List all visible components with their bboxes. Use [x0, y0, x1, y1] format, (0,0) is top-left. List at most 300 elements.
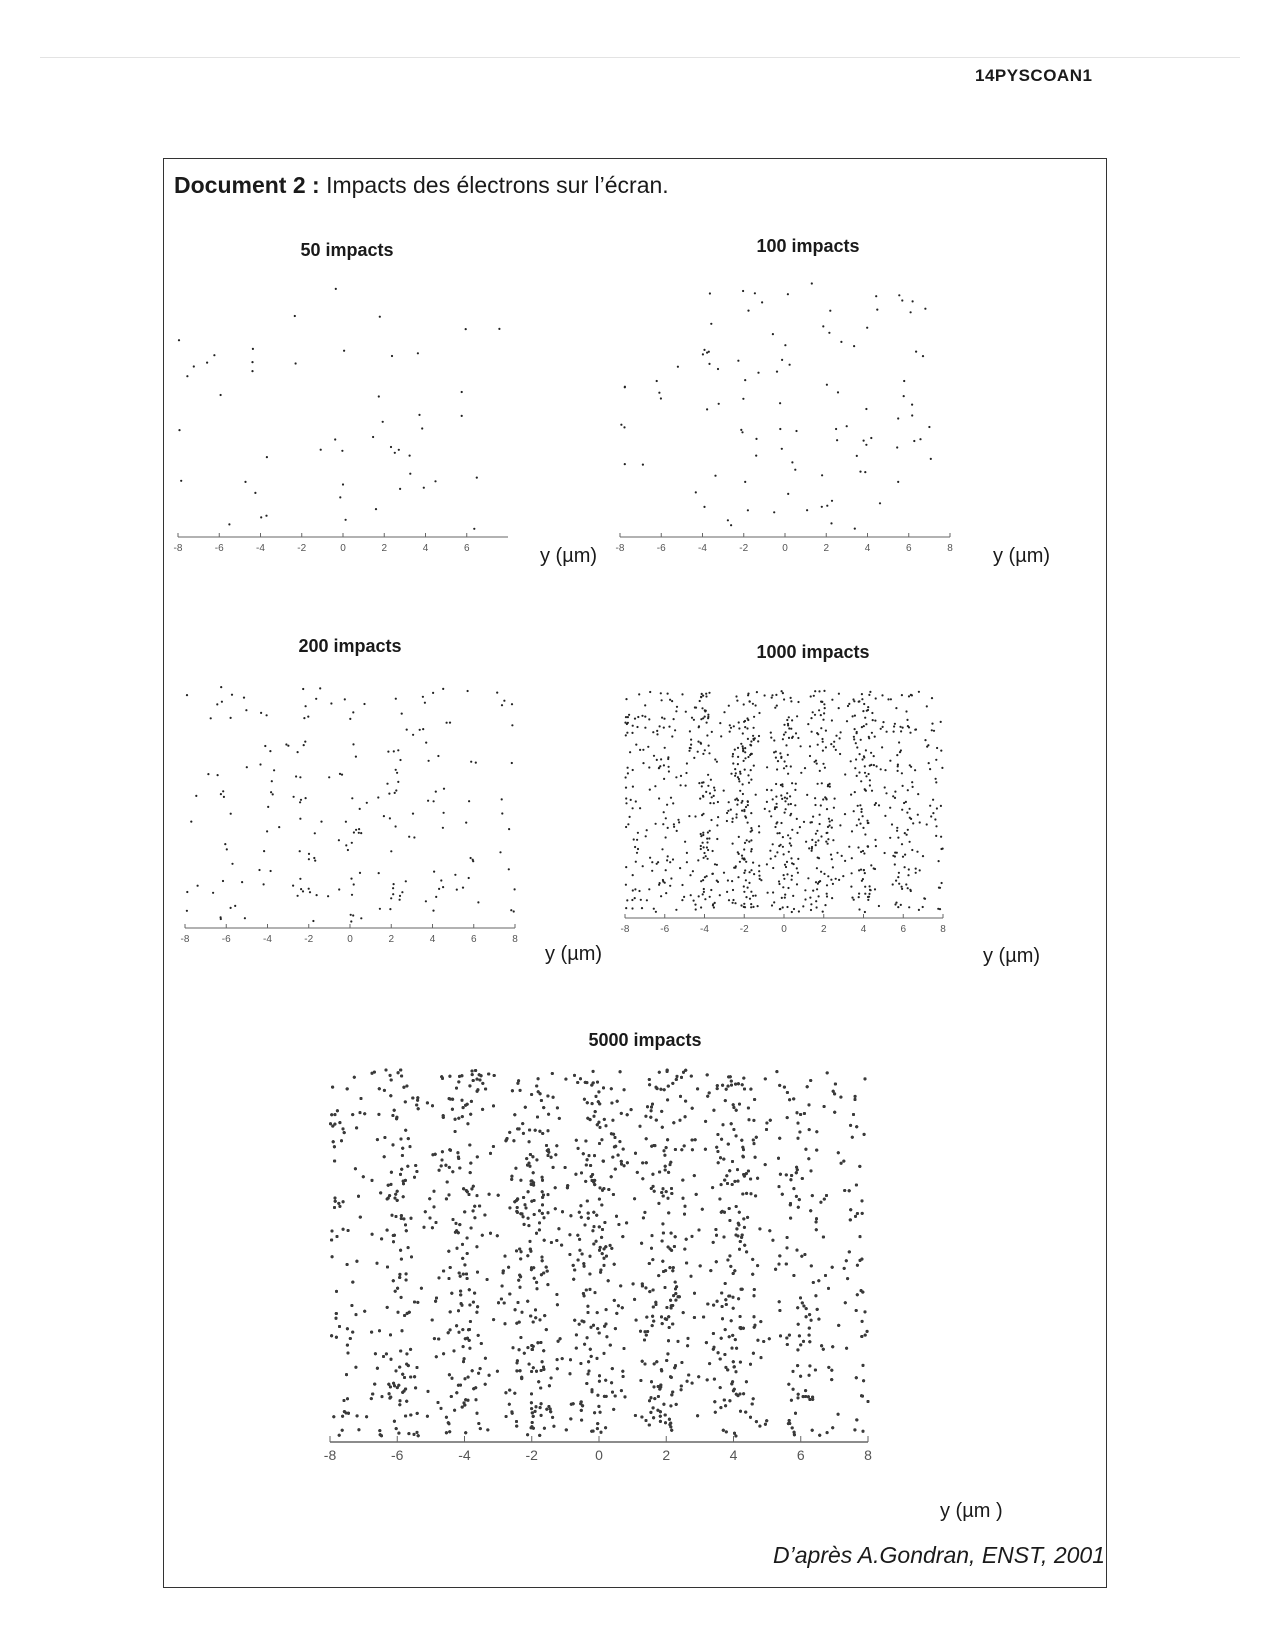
impact-dot: [742, 783, 744, 785]
impact-dot: [742, 747, 744, 749]
impact-dot: [353, 883, 355, 885]
impact-dot: [878, 905, 880, 907]
impact-dot: [929, 768, 931, 770]
impact-dot: [730, 773, 732, 775]
impact-dot: [784, 864, 786, 866]
impact-dot: [637, 848, 639, 850]
impact-dot: [872, 719, 874, 721]
impact-dot: [390, 850, 392, 852]
impact-dot: [630, 799, 632, 801]
impact-dot: [858, 701, 860, 703]
impact-dot: [254, 492, 256, 494]
impact-dot: [823, 712, 825, 714]
impact-dot: [811, 282, 813, 284]
impact-dot: [661, 717, 663, 719]
impact-dot: [766, 789, 768, 791]
impact-dot: [244, 917, 246, 919]
impact-dot: [681, 884, 683, 886]
impact-dots: [329, 1069, 870, 1438]
impact-dot: [245, 709, 247, 711]
impact-dot: [739, 790, 741, 792]
impact-dot: [745, 861, 747, 863]
impact-dot: [700, 833, 702, 835]
impact-dot: [861, 693, 863, 695]
impact-dot: [231, 694, 233, 696]
impact-dot: [782, 886, 784, 888]
impact-dot: [680, 775, 682, 777]
impact-dot: [705, 710, 707, 712]
impact-dot: [746, 839, 748, 841]
impact-dot: [826, 832, 828, 834]
impact-dot: [433, 871, 435, 873]
impact-dot: [207, 773, 209, 775]
impact-dot: [660, 397, 662, 399]
impact-dot: [750, 769, 752, 771]
impact-dot: [834, 798, 836, 800]
impact-dot: [744, 769, 746, 771]
impact-dot: [708, 745, 710, 747]
impact-dot: [853, 899, 855, 901]
impact-dot: [785, 744, 787, 746]
impact-dot: [922, 906, 924, 908]
impact-dot: [775, 757, 777, 759]
impact-dot: [742, 290, 744, 292]
impact-dot: [734, 749, 736, 751]
impact-dot: [706, 734, 708, 736]
impact-dot: [734, 768, 736, 770]
impact-dot: [660, 895, 662, 897]
impact-dot: [641, 715, 643, 717]
impact-dot: [730, 809, 732, 811]
impact-dot: [496, 692, 498, 694]
impact-dot: [822, 911, 824, 913]
impact-dot: [662, 879, 664, 881]
impact-dot: [308, 853, 310, 855]
impact-dot: [856, 775, 858, 777]
impact-dot: [869, 691, 871, 693]
impact-dots: [624, 690, 943, 913]
impact-dot: [244, 481, 246, 483]
x-tick-label: 2: [381, 543, 388, 554]
impact-dot: [835, 878, 837, 880]
impact-dot: [468, 877, 470, 879]
impact-dot: [881, 694, 883, 696]
impact-dot: [627, 716, 629, 718]
impact-dot: [833, 746, 835, 748]
impact-dot: [678, 821, 680, 823]
impact-dot: [424, 702, 426, 704]
x-tick-label: 4: [860, 924, 867, 935]
impact-dot: [308, 858, 310, 860]
impact-dot: [811, 848, 813, 850]
impact-dot: [375, 508, 377, 510]
impact-dot: [303, 717, 305, 719]
impact-dot: [779, 752, 781, 754]
impact-dot: [897, 417, 899, 419]
impact-dot: [443, 812, 445, 814]
impact-dot: [701, 814, 703, 816]
impact-dot: [776, 851, 778, 853]
impact-dot: [648, 888, 650, 890]
impact-dot: [936, 747, 938, 749]
impact-dot: [625, 907, 627, 909]
impact-dot: [863, 725, 865, 727]
impact-dot: [663, 718, 665, 720]
impact-dot: [803, 821, 805, 823]
impact-dot: [663, 811, 665, 813]
impact-dot: [911, 849, 913, 851]
impact-dot: [649, 857, 651, 859]
impact-dot: [717, 816, 719, 818]
impact-dot: [781, 448, 783, 450]
impact-dot: [822, 741, 824, 743]
impact-dot: [395, 825, 397, 827]
x-tick-label: 8: [512, 934, 518, 945]
impact-dot: [747, 887, 749, 889]
impact-dot: [897, 481, 899, 483]
impact-dot: [260, 516, 262, 518]
impact-dot: [860, 869, 862, 871]
impact-dot: [785, 808, 787, 810]
impact-dot: [779, 832, 781, 834]
impact-dot: [353, 831, 355, 833]
impact-dot: [345, 844, 347, 846]
x-tick-label: -2: [739, 924, 749, 935]
impact-dot: [663, 764, 665, 766]
impact-dot: [865, 775, 867, 777]
impact-dot: [390, 446, 392, 448]
impact-dots: [186, 686, 516, 923]
impact-dot: [625, 734, 627, 736]
impact-dot: [851, 857, 853, 859]
impact-dot: [750, 891, 752, 893]
impact-dot: [753, 765, 755, 767]
impact-dot: [906, 834, 908, 836]
impact-dot: [662, 823, 664, 825]
impact-dot: [660, 692, 662, 694]
impact-dot: [399, 895, 401, 897]
impact-dot: [880, 728, 882, 730]
x-tick-label: -8: [173, 543, 183, 554]
impact-dot: [392, 887, 394, 889]
impact-dot: [716, 824, 718, 826]
impact-dot: [901, 772, 903, 774]
panel-100-title: 100 impacts: [756, 236, 860, 256]
x-tick-label: -2: [304, 934, 314, 945]
impact-dot: [784, 344, 786, 346]
impact-dot: [220, 793, 222, 795]
impact-dot: [190, 821, 192, 823]
impact-dot: [649, 691, 651, 693]
impact-dot: [220, 918, 222, 920]
impact-dot: [794, 789, 796, 791]
impact-dot: [795, 430, 797, 432]
impact-dot: [752, 735, 754, 737]
impact-dot: [776, 371, 778, 373]
x-tick-label: -4: [698, 543, 707, 554]
impact-dot: [806, 794, 808, 796]
impact-dot: [821, 738, 823, 740]
impact-dot: [727, 810, 729, 812]
impact-dot: [786, 719, 788, 721]
impact-dot: [821, 701, 823, 703]
impact-dot: [790, 700, 792, 702]
impact-dot: [837, 391, 839, 393]
impact-dot: [708, 351, 710, 353]
impact-dot: [651, 870, 653, 872]
impact-dot: [700, 906, 702, 908]
impact-dot: [770, 858, 772, 860]
impact-dot: [397, 781, 399, 783]
impact-dot: [831, 897, 833, 899]
impact-dot: [856, 824, 858, 826]
impact-dot: [739, 861, 741, 863]
impact-dot: [861, 808, 863, 810]
impact-dot: [320, 449, 322, 451]
impact-dot: [924, 739, 926, 741]
impact-dot: [869, 779, 871, 781]
impact-dot: [915, 868, 917, 870]
impact-dot: [791, 782, 793, 784]
impact-dot: [743, 906, 745, 908]
impact-dot: [727, 879, 729, 881]
impact-dot: [787, 773, 789, 775]
impact-dot: [900, 904, 902, 906]
impact-dot: [919, 438, 921, 440]
impact-dot: [271, 780, 273, 782]
impact-dot: [709, 792, 711, 794]
impact-dot: [267, 806, 269, 808]
impact-dot: [747, 509, 749, 511]
impact-dot: [656, 730, 658, 732]
impact-dot: [924, 898, 926, 900]
impact-dot: [782, 692, 784, 694]
impact-dot: [782, 846, 784, 848]
impact-dot: [703, 857, 705, 859]
impact-dot: [711, 796, 713, 798]
impact-dot: [926, 705, 928, 707]
impact-dot: [738, 780, 740, 782]
impact-dot: [740, 429, 742, 431]
impact-dot: [908, 906, 910, 908]
impact-dot: [913, 440, 915, 442]
impact-dot: [898, 741, 900, 743]
impact-dot: [702, 717, 704, 719]
top-rule: [40, 57, 1240, 58]
impact-dot: [675, 776, 677, 778]
impact-dot: [787, 803, 789, 805]
impact-dot: [757, 372, 759, 374]
impact-dot: [748, 782, 750, 784]
impact-dot: [704, 898, 706, 900]
impact-dot: [702, 879, 704, 881]
impact-dot: [869, 885, 871, 887]
impact-dot: [397, 749, 399, 751]
impact-dot: [632, 769, 634, 771]
impact-dot: [701, 707, 703, 709]
x-tick-label: 4: [429, 934, 436, 945]
impact-dot: [716, 880, 718, 882]
impact-dot: [339, 773, 341, 775]
impact-dot: [472, 860, 474, 862]
impact-dot: [810, 903, 812, 905]
impact-dot: [742, 793, 744, 795]
x-tick-label: 0: [347, 934, 353, 945]
impact-dot: [308, 888, 310, 890]
x-tick-label: -4: [700, 924, 709, 935]
impact-dot: [863, 440, 865, 442]
impact-dot: [737, 851, 739, 853]
impact-dot: [714, 902, 716, 904]
impact-dot: [338, 839, 340, 841]
impact-dot: [795, 783, 797, 785]
impact-dot: [749, 754, 751, 756]
impact-dot: [892, 883, 894, 885]
impact-dot: [827, 838, 829, 840]
impact-dot: [758, 735, 760, 737]
impact-dot: [690, 744, 692, 746]
impact-dot: [758, 825, 760, 827]
x-tick-label: 0: [781, 924, 787, 935]
impact-dot: [760, 879, 762, 881]
impact-dot: [708, 837, 710, 839]
impact-dot: [756, 691, 758, 693]
impact-dot: [627, 823, 629, 825]
impact-dot: [299, 878, 301, 880]
impact-dot: [916, 851, 918, 853]
impact-dot: [379, 316, 381, 318]
impact-dot: [744, 751, 746, 753]
impact-dot: [776, 705, 778, 707]
impact-dot: [780, 822, 782, 824]
impact-dot: [815, 881, 817, 883]
impact-dot: [833, 807, 835, 809]
impact-dot: [901, 809, 903, 811]
impact-dot: [941, 767, 943, 769]
impact-dot: [707, 849, 709, 851]
impact-dot: [800, 772, 802, 774]
impact-dot: [874, 839, 876, 841]
impact-dot: [633, 838, 635, 840]
impact-dot: [287, 745, 289, 747]
impact-dot: [750, 831, 752, 833]
impact-dot: [648, 766, 650, 768]
impact-dot: [770, 732, 772, 734]
impact-dot: [300, 888, 302, 890]
impact-dot: [818, 709, 820, 711]
impact-dot: [806, 509, 808, 511]
impact-dot: [934, 818, 936, 820]
impact-dot: [631, 899, 633, 901]
impact-dot: [830, 743, 832, 745]
impact-dot: [911, 404, 913, 406]
impact-dot: [743, 703, 745, 705]
impact-dot: [637, 716, 639, 718]
impact-dot: [706, 408, 708, 410]
panel-5000-title: 5000 impacts: [588, 1030, 702, 1050]
impact-dot: [625, 802, 627, 804]
impact-dot: [896, 827, 898, 829]
impact-dot: [826, 808, 828, 810]
impact-dot: [750, 812, 752, 814]
impact-dot: [217, 774, 219, 776]
impact-dot: [345, 519, 347, 521]
impact-dot: [222, 880, 224, 882]
impact-dot: [778, 880, 780, 882]
impact-dot: [508, 868, 510, 870]
impact-dot: [714, 789, 716, 791]
impact-dot: [790, 803, 792, 805]
impact-dot: [839, 824, 841, 826]
impact-dot: [732, 755, 734, 757]
impact-dot: [914, 769, 916, 771]
impact-dot: [740, 904, 742, 906]
impact-dot: [468, 800, 470, 802]
impact-dot: [635, 861, 637, 863]
impact-dot: [221, 701, 223, 703]
impact-dot: [902, 727, 904, 729]
impact-dot: [897, 906, 899, 908]
impact-dot: [822, 798, 824, 800]
impact-dot: [819, 770, 821, 772]
impact-dot: [780, 784, 782, 786]
impact-dot: [632, 807, 634, 809]
impact-dot: [856, 731, 858, 733]
impact-dot: [309, 891, 311, 893]
impact-dot: [743, 872, 745, 874]
impact-dot: [874, 804, 876, 806]
impact-dot: [355, 756, 357, 758]
impact-dot: [743, 885, 745, 887]
impact-dot: [810, 695, 812, 697]
impact-dot: [697, 859, 699, 861]
impact-dot: [503, 700, 505, 702]
impact-dot: [718, 403, 720, 405]
impact-dot: [710, 323, 712, 325]
impact-dot: [854, 791, 856, 793]
impact-dot: [742, 732, 744, 734]
impact-dot: [815, 833, 817, 835]
impact-dot: [898, 294, 900, 296]
impact-dot: [456, 889, 458, 891]
impact-dot: [824, 904, 826, 906]
impact-dot: [243, 697, 245, 699]
impact-dot: [269, 750, 271, 752]
impact-dot: [632, 889, 634, 891]
impact-dot: [864, 893, 866, 895]
impact-dot: [828, 818, 830, 820]
impact-dot: [858, 771, 860, 773]
impact-dot: [753, 873, 755, 875]
impact-dot: [859, 823, 861, 825]
impact-dot: [857, 805, 859, 807]
impact-dot: [820, 804, 822, 806]
impact-dot: [831, 819, 833, 821]
impact-dot: [865, 790, 867, 792]
impact-dot: [498, 328, 500, 330]
impact-dot: [338, 888, 340, 890]
impact-dot: [766, 801, 768, 803]
impact-dot: [702, 832, 704, 834]
impact-dot: [752, 862, 754, 864]
impact-dot: [930, 458, 932, 460]
impact-dot: [817, 783, 819, 785]
impact-dot: [816, 888, 818, 890]
impact-dot: [679, 867, 681, 869]
impact-dot: [896, 754, 898, 756]
impact-dot: [750, 903, 752, 905]
impact-dot: [831, 719, 833, 721]
